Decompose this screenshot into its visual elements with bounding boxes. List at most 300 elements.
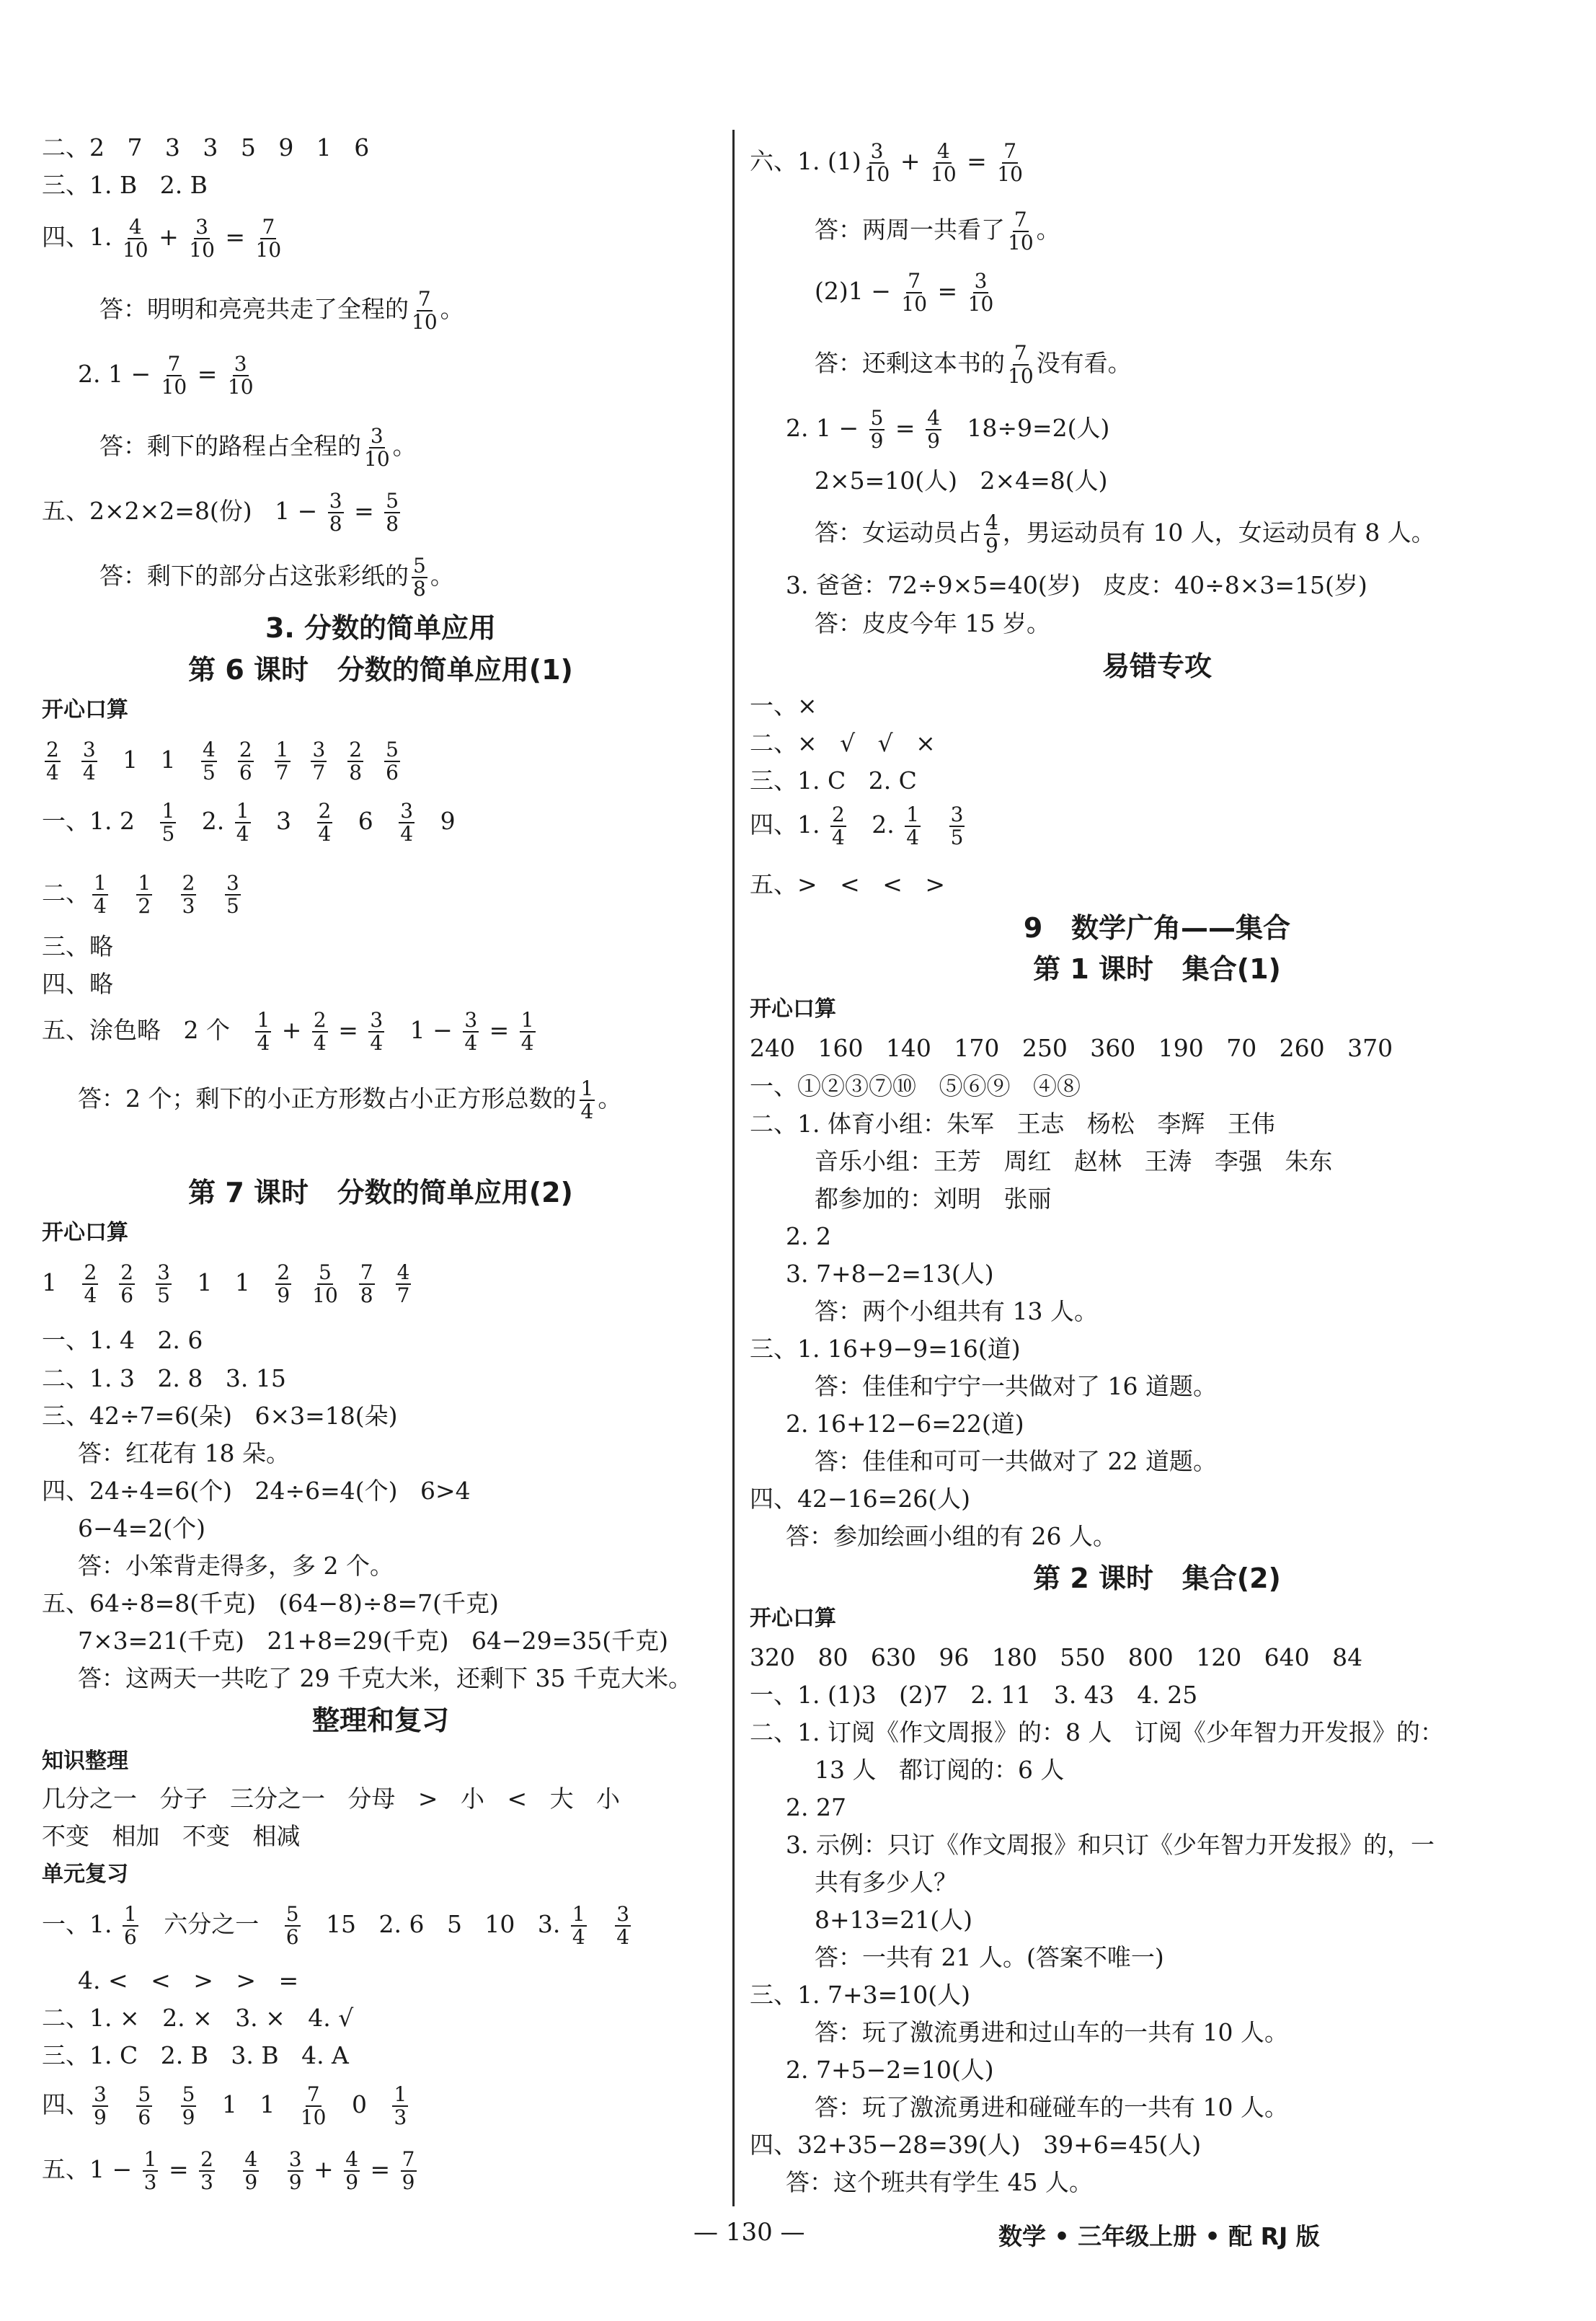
numerator: 2 xyxy=(831,803,845,826)
fraction xyxy=(256,216,282,261)
text-segment: + xyxy=(306,2155,342,2184)
denominator: 4 xyxy=(464,1031,478,1056)
left-column xyxy=(42,0,719,2195)
right-line-6 xyxy=(815,512,1435,557)
text-segment xyxy=(366,746,381,774)
fraction xyxy=(328,490,344,535)
numerator: 3 xyxy=(370,424,384,448)
denominator: 10 xyxy=(189,238,215,262)
denominator: 10 xyxy=(1008,364,1034,389)
left-line-19: 开心口算 xyxy=(42,1220,128,1245)
denominator: 4 xyxy=(520,1031,534,1056)
text-segment: 五、2×2×2=8(份) 1 − xyxy=(42,497,325,526)
denominator: 10 xyxy=(300,2105,327,2130)
left-line-14: 三、略 xyxy=(42,932,113,960)
numerator: 2 xyxy=(120,1260,134,1284)
right-line-11: 二、× √ √ × xyxy=(750,729,936,757)
text-segment: = xyxy=(217,223,253,252)
fraction xyxy=(1008,209,1034,254)
numerator: 1 xyxy=(161,799,175,823)
text-segment: 2. 1 − xyxy=(78,360,159,389)
denominator: 10 xyxy=(931,162,957,187)
denominator: 10 xyxy=(1008,231,1034,255)
numerator: 3 xyxy=(370,1008,384,1032)
numerator: 2 xyxy=(239,738,252,761)
denominator: 7 xyxy=(275,761,289,785)
text-segment: 六、1. (1) xyxy=(750,147,861,176)
text-segment: = xyxy=(161,2155,197,2184)
numerator: 3 xyxy=(312,738,326,761)
text-segment xyxy=(590,1910,612,1938)
text-segment xyxy=(378,1268,393,1296)
text-segment: 一、1. xyxy=(42,1910,120,1939)
fraction xyxy=(225,872,241,917)
denominator: 4 xyxy=(46,761,59,785)
right-line-40: 共有多少人？ xyxy=(815,1868,957,1896)
left-line-38: 二、1. × 2. × 3. × 4. √ xyxy=(42,2004,354,2032)
fraction xyxy=(830,804,846,849)
text-segment: = xyxy=(330,1016,366,1045)
left-line-22: 二、1. 3 2. 8 3. 15 xyxy=(42,1364,286,1392)
text-segment: 2. 1 − xyxy=(786,414,866,443)
text-segment: 答：剩下的路程占全程的 xyxy=(99,432,361,461)
right-line-2 xyxy=(815,270,996,315)
denominator: 7 xyxy=(396,1283,410,1308)
numerator: 1 xyxy=(394,2082,407,2106)
fraction xyxy=(288,2149,303,2193)
numerator: 1 xyxy=(123,1902,137,1926)
denominator: 5 xyxy=(226,894,239,919)
fraction xyxy=(1008,342,1034,387)
numerator: 1 xyxy=(94,871,107,895)
right-line-45: 2. 7+5−2=10(人) xyxy=(786,2056,994,2084)
fraction xyxy=(119,1262,135,1307)
right-line-39: 3. 示例：只订《作文周报》和只订《少年智力开发报》的，一 xyxy=(786,1831,1435,1859)
numerator: 3 xyxy=(464,1008,478,1032)
right-line-8: 答：皮皮今年 15 岁。 xyxy=(815,609,1050,637)
fraction xyxy=(285,1904,301,1948)
fraction xyxy=(181,872,197,917)
denominator: 8 xyxy=(360,1283,373,1308)
fraction xyxy=(317,800,333,845)
right-line-5: 2×5=10(人) 2×4=8(人) xyxy=(815,467,1108,495)
fraction xyxy=(243,2149,259,2193)
text-segment xyxy=(293,746,309,774)
numerator: 4 xyxy=(345,2147,359,2171)
right-line-28: 2. 16+12−6=22(道) xyxy=(786,1410,1024,1438)
fraction xyxy=(905,804,921,849)
text-segment xyxy=(257,746,272,774)
right-line-35: 一、1. (1)3 (2)7 2. 11 3. 43 4. 25 xyxy=(750,1681,1198,1709)
denominator: 6 xyxy=(386,761,399,785)
left-line-25: 四、24÷4=6(个) 24÷6=4(个) 6>4 xyxy=(42,1477,471,1505)
numerator: 5 xyxy=(319,1260,332,1284)
denominator: 10 xyxy=(412,310,438,335)
numerator: 3 xyxy=(226,871,239,895)
fraction xyxy=(92,2084,108,2128)
text-segment: = xyxy=(346,497,382,526)
text-segment: 答：女运动员占 xyxy=(815,518,981,547)
left-line-28: 五、64÷8=8(千克) (64−8)÷8=7(千克) xyxy=(42,1589,499,1617)
left-line-1: 三、1. B 2. B xyxy=(42,171,208,199)
numerator: 3 xyxy=(94,2082,107,2106)
right-line-10: 一、× xyxy=(750,691,817,720)
denominator: 4 xyxy=(580,1100,594,1124)
right-line-33: 开心口算 xyxy=(750,1606,836,1631)
denominator: 4 xyxy=(257,1031,270,1056)
fraction xyxy=(123,216,148,261)
left-line-2 xyxy=(42,216,284,261)
numerator: 7 xyxy=(908,269,921,293)
denominator: 10 xyxy=(161,375,187,399)
left-line-9: 第 6 课时 分数的简单应用(1) xyxy=(188,654,573,686)
fraction xyxy=(92,872,108,917)
text-segment xyxy=(199,879,221,907)
numerator: 3 xyxy=(950,803,964,826)
numerator: 7 xyxy=(1003,139,1017,163)
denominator: 9 xyxy=(244,2170,258,2195)
text-segment: 四、1. xyxy=(750,810,828,839)
denominator: 4 xyxy=(84,1283,97,1308)
fraction xyxy=(181,2084,197,2128)
text-segment: = xyxy=(930,277,965,306)
text-segment: 0 xyxy=(329,2090,390,2119)
denominator: 10 xyxy=(312,1283,338,1308)
denominator: 5 xyxy=(950,826,964,850)
right-line-41: 8+13=21(人) xyxy=(815,1906,973,1934)
left-line-39: 三、1. C 2. B 3. B 4. A xyxy=(42,2041,349,2069)
text-segment: 。 xyxy=(430,562,454,591)
numerator: 5 xyxy=(285,1902,299,1926)
right-line-32: 第 2 课时 集合(2) xyxy=(1033,1562,1281,1594)
denominator: 4 xyxy=(400,822,414,846)
left-line-20 xyxy=(42,1262,414,1307)
text-segment xyxy=(63,746,79,774)
page-number: — 130 — xyxy=(693,2218,805,2247)
denominator: 8 xyxy=(349,761,363,785)
fraction xyxy=(228,353,254,398)
right-line-16: 第 1 课时 集合(1) xyxy=(1033,953,1281,985)
numerator: 3 xyxy=(234,352,247,376)
right-line-24: 3. 7+8−2=13(人) xyxy=(786,1260,994,1288)
fraction xyxy=(275,739,291,784)
right-line-14: 五、> < < > xyxy=(750,870,946,898)
text-segment: 1 − xyxy=(387,1016,461,1045)
numerator: 3 xyxy=(288,2147,302,2171)
fraction xyxy=(238,739,254,784)
numerator: 3 xyxy=(195,215,208,239)
left-line-12 xyxy=(42,800,456,845)
fraction xyxy=(136,2084,152,2128)
text-segment: 答：两周一共看了 xyxy=(815,216,1005,244)
text-segment: 2. xyxy=(179,807,232,836)
text-segment: 四、 xyxy=(42,2090,89,2119)
text-segment: 1 1 xyxy=(174,1268,273,1297)
left-line-17 xyxy=(78,1078,621,1123)
right-line-15: 9 数学广角——集合 xyxy=(1023,912,1291,944)
denominator: 4 xyxy=(831,826,845,850)
text-segment: 3 xyxy=(253,807,314,836)
numerator: 3 xyxy=(157,1260,170,1284)
fraction xyxy=(396,1262,412,1307)
denominator: 9 xyxy=(94,2105,107,2130)
right-line-1 xyxy=(815,209,1060,254)
left-line-7 xyxy=(99,555,454,600)
numerator: 7 xyxy=(360,1260,373,1284)
text-segment: = xyxy=(482,1016,517,1045)
text-segment: 二、 xyxy=(42,879,89,908)
right-line-44: 答：玩了激流勇进和过山车的一共有 10 人。 xyxy=(815,2018,1288,2046)
text-segment xyxy=(111,879,133,907)
text-segment: + xyxy=(151,223,187,252)
right-line-42: 答：一共有 21 人。(答案不唯一) xyxy=(815,1943,1164,1971)
fraction xyxy=(615,1904,631,1948)
text-segment xyxy=(923,810,946,839)
fraction xyxy=(160,800,176,845)
numerator: 5 xyxy=(870,406,884,430)
text-segment: ，男运动员有 10 人，女运动员有 8 人。 xyxy=(1002,518,1435,547)
fraction xyxy=(392,2084,408,2128)
text-segment: 没有看。 xyxy=(1036,349,1132,378)
fraction xyxy=(384,490,400,535)
denominator: 10 xyxy=(122,238,148,262)
denominator: 4 xyxy=(313,1031,327,1056)
text-segment: = xyxy=(190,360,225,389)
column-divider xyxy=(732,130,735,2206)
right-line-13 xyxy=(750,804,967,849)
right-line-4 xyxy=(786,407,1109,452)
text-segment: = xyxy=(363,2155,398,2184)
numerator: 5 xyxy=(386,489,399,513)
text-segment: 。 xyxy=(440,295,464,324)
numerator: 5 xyxy=(386,738,399,761)
fraction xyxy=(901,270,927,315)
denominator: 6 xyxy=(123,1925,137,1950)
denominator: 9 xyxy=(288,2170,302,2195)
fraction xyxy=(344,2149,360,2193)
fraction xyxy=(364,425,390,470)
right-line-29: 答：佳佳和可可一共做对了 22 道题。 xyxy=(815,1447,1217,1475)
right-line-7: 3. 爸爸：72÷9×5=40(岁) 皮皮：40÷8×3=15(岁) xyxy=(786,571,1367,599)
fraction xyxy=(235,800,251,845)
denominator: 4 xyxy=(906,826,920,850)
right-line-48: 答：这个班共有学生 45 人。 xyxy=(786,2168,1093,2196)
fraction xyxy=(156,1262,172,1307)
denominator: 9 xyxy=(277,1283,291,1308)
numerator: 2 xyxy=(277,1260,291,1284)
left-line-6 xyxy=(42,490,403,535)
numerator: 1 xyxy=(520,1008,534,1032)
right-line-3 xyxy=(815,342,1132,387)
text-segment xyxy=(220,746,235,774)
left-line-11 xyxy=(42,739,403,784)
left-line-36 xyxy=(42,1904,634,1948)
denominator: 10 xyxy=(967,292,994,317)
fraction xyxy=(384,739,400,784)
numerator: 3 xyxy=(400,799,414,823)
numerator: 7 xyxy=(306,2082,320,2106)
denominator: 4 xyxy=(572,1925,585,1950)
numerator: 7 xyxy=(167,352,181,376)
fraction xyxy=(399,800,414,845)
fraction xyxy=(275,1262,291,1307)
fraction xyxy=(984,512,1000,557)
fraction xyxy=(201,739,217,784)
right-line-19: 一、①②③⑦⑩ ⑤⑥⑨ ④⑧ xyxy=(750,1072,1081,1100)
denominator: 4 xyxy=(370,1031,384,1056)
fraction xyxy=(136,872,152,917)
text-segment: 1 1 xyxy=(99,746,199,774)
right-line-30: 四、42−16=26(人) xyxy=(750,1485,971,1513)
left-line-30: 答：这两天一共吃了 29 千克大米，还剩下 35 千克大米。 xyxy=(78,1664,692,1692)
text-segment xyxy=(155,879,177,907)
numerator: 3 xyxy=(870,139,884,163)
text-segment: 五、涂色略 2 个 xyxy=(42,1016,253,1045)
denominator: 3 xyxy=(394,2105,407,2130)
left-line-37: 4. < < > > = xyxy=(78,1966,299,1994)
numerator: 2 xyxy=(84,1260,97,1284)
text-segment xyxy=(111,2090,133,2118)
numerator: 3 xyxy=(974,269,988,293)
denominator: 9 xyxy=(927,429,940,454)
numerator: 1 xyxy=(257,1008,270,1032)
denominator: 6 xyxy=(285,1925,299,1950)
denominator: 5 xyxy=(161,822,175,846)
right-line-47: 四、32+35−28=39(人) 39+6=45(人) xyxy=(750,2131,1202,2159)
denominator: 3 xyxy=(200,2170,213,2195)
left-line-3 xyxy=(99,288,464,333)
numerator: 4 xyxy=(985,510,998,534)
left-line-10: 开心口算 xyxy=(42,697,128,722)
denominator: 9 xyxy=(402,2170,415,2195)
fraction xyxy=(45,739,61,784)
text-segment: 答：2 个；剩下的小正方形数占小正方形总数的 xyxy=(78,1084,577,1113)
left-line-18: 第 7 课时 分数的简单应用(2) xyxy=(188,1177,573,1208)
left-line-16 xyxy=(42,1009,538,1054)
text-segment: 答：还剩这本书的 xyxy=(815,349,1005,378)
right-line-20: 二、1. 体育小组：朱军 王志 杨松 李辉 王伟 xyxy=(750,1110,1275,1138)
text-segment xyxy=(341,1268,356,1296)
text-segment xyxy=(262,2155,284,2183)
right-line-38: 2. 27 xyxy=(786,1793,846,1821)
left-line-29: 7×3=21(千克) 21+8=29(千克) 64−29=35(千克) xyxy=(78,1627,669,1655)
denominator: 9 xyxy=(345,2170,359,2195)
denominator: 4 xyxy=(318,822,332,846)
numerator: 5 xyxy=(182,2082,195,2106)
text-segment: 1 xyxy=(42,1268,80,1297)
left-line-15: 四、略 xyxy=(42,970,113,998)
fraction xyxy=(571,1904,587,1948)
text-segment xyxy=(218,2155,240,2183)
right-line-36: 二、1. 订阅《作文周报》的：8 人 订阅《少年智力开发报》的： xyxy=(750,1718,1444,1746)
text-segment: 1 1 xyxy=(199,2090,298,2119)
right-line-46: 答：玩了激流勇进和碰碰车的一共有 10 人。 xyxy=(815,2093,1288,2121)
fraction xyxy=(931,141,957,185)
left-line-26: 6−4=2(个) xyxy=(78,1514,206,1542)
text-segment: + xyxy=(892,147,928,176)
text-segment: = xyxy=(887,414,923,443)
text-segment: 6 xyxy=(335,807,396,836)
numerator: 2 xyxy=(313,1008,327,1032)
right-line-9: 易错专攻 xyxy=(1101,650,1212,682)
fraction xyxy=(401,2149,417,2193)
numerator: 2 xyxy=(349,738,363,761)
numerator: 1 xyxy=(580,1076,594,1100)
denominator: 4 xyxy=(94,894,107,919)
numerator: 7 xyxy=(1014,341,1027,365)
numerator: 3 xyxy=(616,1902,630,1926)
numerator: 4 xyxy=(203,738,216,761)
denominator: 10 xyxy=(227,375,254,399)
numerator: 2 xyxy=(182,871,195,895)
numerator: 1 xyxy=(275,738,289,761)
fraction xyxy=(463,1009,479,1054)
text-segment: 15 2. 6 5 10 3. xyxy=(303,1910,568,1939)
right-line-17: 开心口算 xyxy=(750,996,836,1022)
numerator: 1 xyxy=(143,2147,157,2171)
text-segment xyxy=(155,2090,177,2118)
book-info: 数学 • 三年级上册 • 配 RJ 版 xyxy=(998,2222,1320,2250)
text-segment xyxy=(329,746,345,774)
fraction xyxy=(580,1078,595,1123)
left-line-24: 答：红花有 18 朵。 xyxy=(78,1439,290,1467)
numerator: 1 xyxy=(906,803,920,826)
denominator: 2 xyxy=(138,894,151,919)
right-line-31: 答：参加绘画小组的有 26 人。 xyxy=(786,1522,1117,1550)
fraction xyxy=(347,739,363,784)
numerator: 4 xyxy=(936,139,950,163)
numerator: 7 xyxy=(417,287,431,311)
denominator: 3 xyxy=(182,894,195,919)
numerator: 7 xyxy=(402,2147,415,2171)
text-segment: 。 xyxy=(1036,216,1060,244)
denominator: 10 xyxy=(255,238,282,262)
text-segment xyxy=(138,1268,153,1296)
numerator: 1 xyxy=(572,1902,585,1926)
fraction xyxy=(864,141,890,185)
right-line-18: 240 160 140 170 250 360 190 70 260 370 xyxy=(750,1034,1393,1062)
text-segment: (2)1 − xyxy=(815,277,899,306)
numerator: 1 xyxy=(138,871,151,895)
text-segment: 四、1. xyxy=(42,223,120,252)
left-line-41 xyxy=(42,2149,420,2193)
text-segment: 2. xyxy=(848,810,903,839)
denominator: 6 xyxy=(120,1283,134,1308)
left-line-33: 几分之一 分子 三分之一 分母 > 小 < 大 小 xyxy=(42,1785,621,1813)
denominator: 5 xyxy=(157,1283,170,1308)
right-line-27: 答：佳佳和宁宁一共做对了 16 道题。 xyxy=(815,1372,1217,1400)
left-line-8: 3. 分数的简单应用 xyxy=(265,612,497,644)
right-line-23: 2. 2 xyxy=(786,1222,831,1250)
fraction xyxy=(189,216,215,261)
fraction xyxy=(359,1262,375,1307)
denominator: 6 xyxy=(239,761,252,785)
numerator: 7 xyxy=(262,215,275,239)
numerator: 2 xyxy=(46,738,59,761)
left-line-4 xyxy=(78,353,257,398)
fraction xyxy=(997,141,1023,185)
numerator: 2 xyxy=(200,2147,213,2171)
left-line-40 xyxy=(42,2084,411,2128)
fraction xyxy=(123,1904,138,1948)
numerator: 4 xyxy=(244,2147,258,2171)
left-line-23: 三、42÷7=6(朵) 6×3=18(朵) xyxy=(42,1402,398,1430)
text-segment: 六分之一 xyxy=(141,1910,282,1939)
fraction xyxy=(520,1009,536,1054)
text-segment xyxy=(294,1268,309,1296)
fraction xyxy=(926,407,941,452)
denominator: 8 xyxy=(413,577,426,601)
